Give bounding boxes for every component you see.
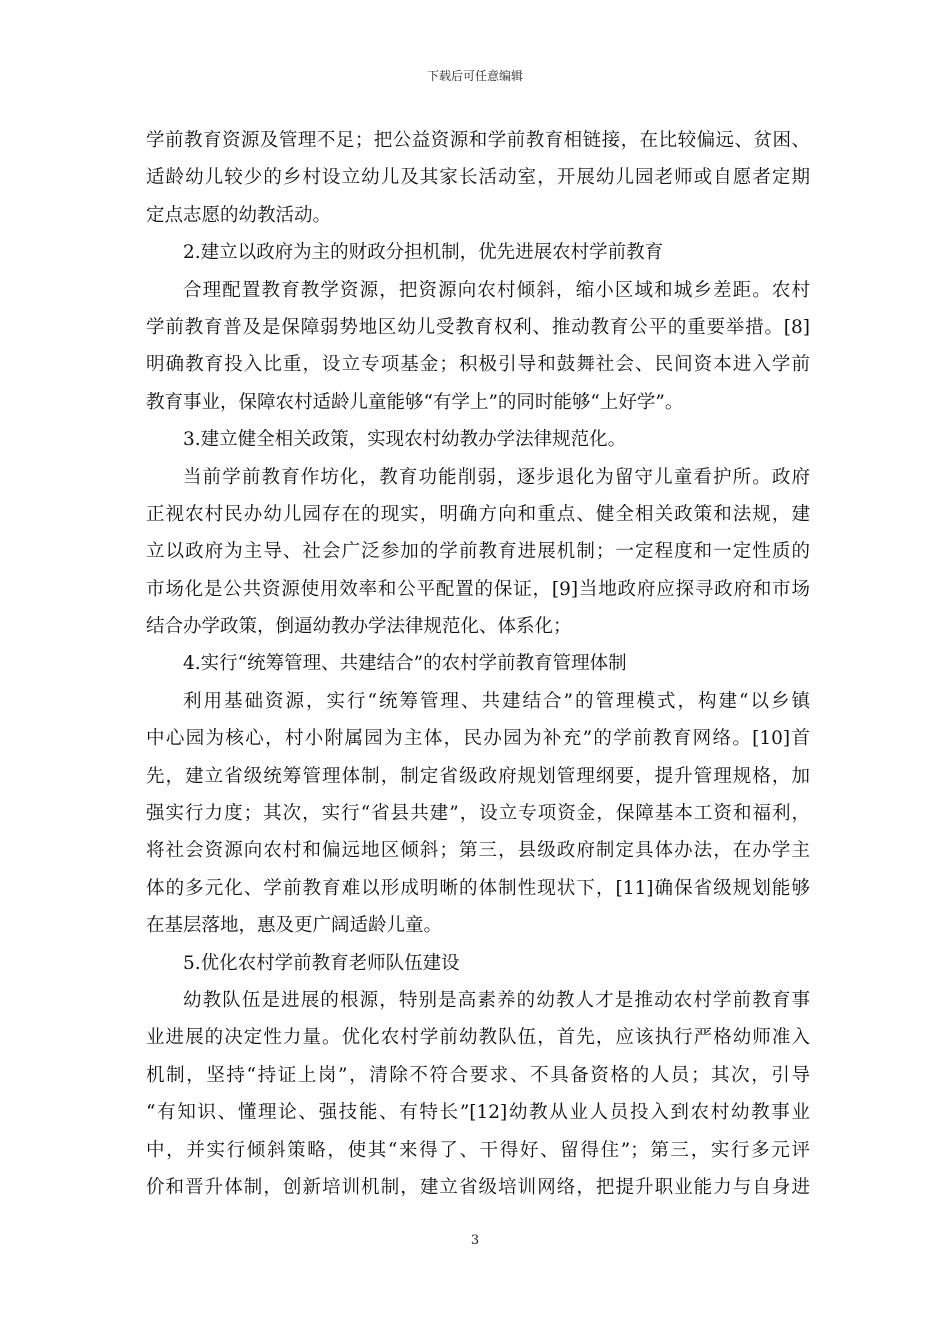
text-line: 2.建立以政府为主的财政分担机制，优先进展农村学前教育 [183, 242, 664, 264]
document-body [146, 122, 810, 1206]
text-line: 先，建立省级统筹管理体制，制定省级政府规划管理纲要，提升管理规格，加 [146, 765, 810, 787]
text-line: 利用基础资源，实行“统筹管理、共建结合”的管理模式，构建“以乡镇 [183, 690, 810, 712]
text-line: 正视农村民办幼儿园存在的现实，明确方向和重点、健全相关政策和法规，建 [146, 503, 810, 525]
text-line: 市场化是公共资源使用效率和公平配置的保证，[9]当地政府应探寻政府和市场 [146, 578, 810, 600]
text-line: 将社会资源向农村和偏远地区倾斜；第三，县级政府制定具体办法，在办学主 [146, 840, 810, 862]
text-line: 体的多元化、学前教育难以形成明晰的体制性现状下，[11]确保省级规划能够 [146, 877, 810, 899]
text-line: 在基层落地，惠及更广阔适龄儿童。 [146, 915, 443, 937]
text-line: 中，并实行倾斜策略，使其“来得了、干得好、留得住”；第三，实行多元评 [146, 1139, 810, 1161]
text-line: 学前教育资源及管理不足；把公益资源和学前教育相链接，在比较偏远、贫困、 [146, 130, 810, 151]
text-line: 5.优化农村学前教育老师队伍建设 [183, 952, 460, 974]
text-line: 业进展的决定性力量。优化农村学前幼教队伍，首先，应该执行严格幼师准入 [146, 1027, 810, 1049]
text-line: 明确教育投入比重，设立专项基金；积极引导和鼓舞社会、民间资本进入学前 [146, 354, 810, 376]
text-line: 当前学前教育作坊化，教育功能削弱，逐步退化为留守儿童看护所。政府 [183, 466, 810, 488]
text-line: 3.建立健全相关政策，实现农村幼教办学法律规范化。 [183, 429, 627, 451]
page-header-note: 下载后可任意编辑 [426, 69, 523, 83]
text-line: 价和晋升体制，创新培训机制，建立省级培训网络，把提升职业能力与自身进 [146, 1176, 810, 1198]
text-line: 机制，坚持“持证上岗”，清除不符合要求、不具备资格的人员；其次，引导 [146, 1064, 810, 1086]
text-line: 学前教育普及是保障弱势地区幼儿受教育权利、推动教育公平的重要举措。[8] [146, 316, 810, 338]
text-line: 立以政府为主导、社会广泛参加的学前教育进展机制；一定程度和一定性质的 [146, 541, 810, 563]
text-line: “有知识、懂理论、强技能、有特长”[12]幼教从业人员投入到农村幼教事业 [146, 1102, 810, 1124]
text-line: 4.实行“统筹管理、共建结合”的农村学前教育管理体制 [183, 653, 627, 675]
text-line: 合理配置教育教学资源，把资源向农村倾斜，缩小区域和城乡差距。农村 [183, 279, 810, 301]
text-line: 教育事业，保障农村适龄儿童能够“有学上”的同时能够“上好学”。 [146, 391, 684, 413]
text-line: 结合办学政策，倒逼幼教办学法律规范化、体系化； [146, 616, 572, 638]
text-line: 幼教队伍是进展的根源，特别是高素养的幼教人才是推动农村学前教育事 [183, 989, 810, 1011]
page-number: 3 [470, 1233, 480, 1248]
text-line: 适龄幼儿较少的乡村设立幼儿及其家长活动室，开展幼儿园老师或自愿者定期 [146, 167, 810, 189]
text-line: 中心园为核心，村小附属园为主体，民办园为补充”的学前教育网络。[10]首 [146, 728, 810, 750]
text-line: 强实行力度；其次，实行“省县共建”，设立专项资金，保障基本工资和福利， [146, 803, 810, 825]
text-line: 定点志愿的幼教活动。 [146, 204, 332, 226]
